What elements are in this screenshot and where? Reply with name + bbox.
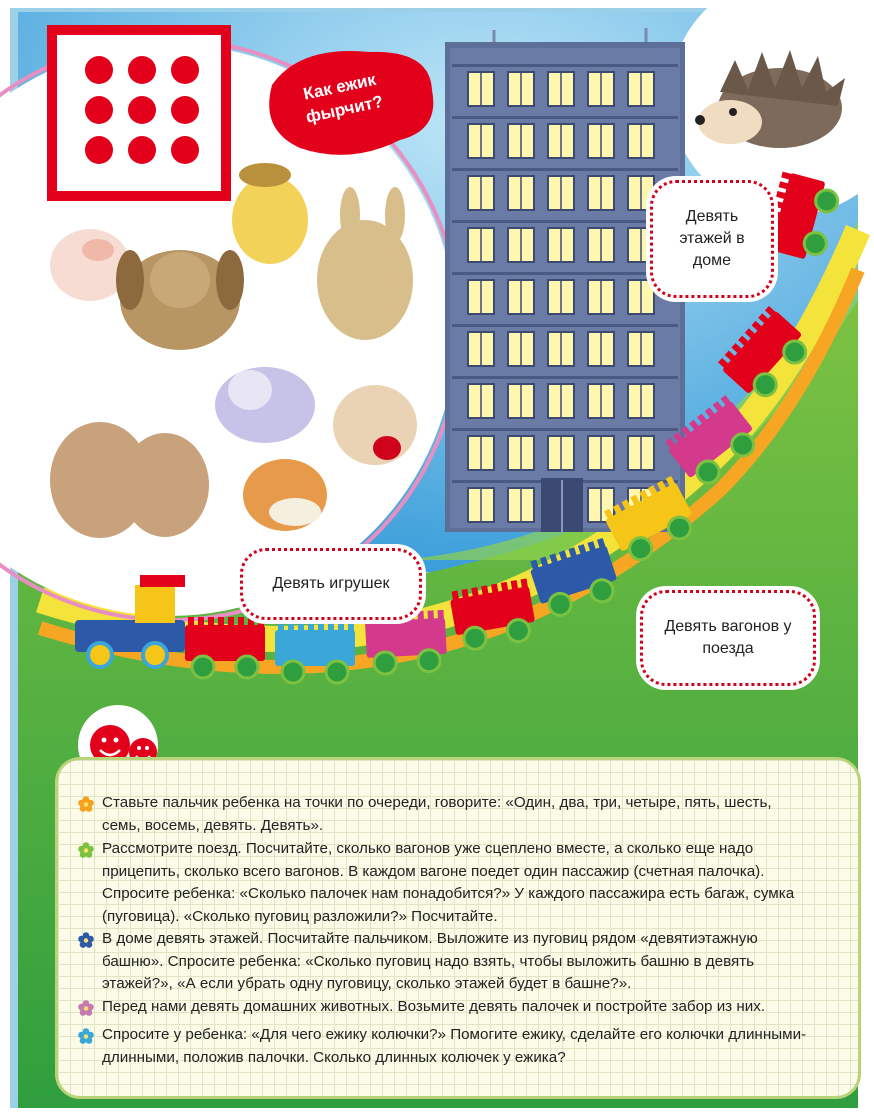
dot [128,136,156,164]
instruction-3: В доме девять этажей. Посчитайте пальчиком. Выложите из пуговиц рядом «девятиэтажную башню». Спросите ребенка: «Сколько пуговиц надо взять, чтобы выложить башню в девять этажей?», «А если убрать одну пуговицу, сколько этажей будет в башне?». [78,928,808,996]
windows [452,64,678,522]
dot [171,136,199,164]
floors-label [650,180,774,298]
toys-label [240,548,422,620]
green-flower-icon [78,842,94,858]
nine-dots [85,56,199,164]
dot [171,96,199,124]
cyan-flower-icon [78,1028,94,1044]
hedgehog-question: Как ежик фырчит? [301,69,385,127]
instruction-1: Ставьте пальчик ребенка на точки по очереди, говорите: «Один, два, три, четыре, пять, шесть, семь, восемь, девять. Девять». [78,792,808,837]
blue-flower-icon [78,932,94,948]
building [445,28,685,532]
dot [171,56,199,84]
instruction-2: Рассмотрите поезд. Посчитайте, сколько вагонов уже сцеплено вместе, а сколько еще надо прицепить, сколько всего вагонов. В каждом вагоне поедет один пассажир (счетная палочка). Спросите ребенка: «Сколько палочек нам понадобится?» У каждого пассажира есть багаж, сумка (пуговица). «Сколько пуговиц разложили?» Посчитайте. [78,838,808,928]
floors-label-text: Девять этажей в доме [679,208,745,269]
dot [85,136,113,164]
wagons-label-text: Девять вагонов у поезда [664,618,792,657]
instruction-5: Спросите у ребенка: «Для чего ежику колючки?» Помогите ежику, сделайте его колючки длинными-длинными, положив палочки. Сколько длинных колючек у ежика? [78,1024,808,1069]
instruction-4: Перед нами девять домашних животных. Возьмите девять палочек и постройте забор из них. [78,996,808,1019]
dot [85,96,113,124]
dot [128,96,156,124]
orange-flower-icon [78,796,94,812]
toy-sheep [215,367,315,443]
dot [128,56,156,84]
pink-flower-icon [78,1000,94,1016]
toys-label-text: Девять игрушек [272,575,390,592]
wagons-label [640,590,816,686]
toy-cows [50,422,209,538]
dot [85,56,113,84]
toy-cat [243,459,327,531]
hedgehog-question-callout [267,53,427,153]
toy-dog-heart [333,385,417,465]
